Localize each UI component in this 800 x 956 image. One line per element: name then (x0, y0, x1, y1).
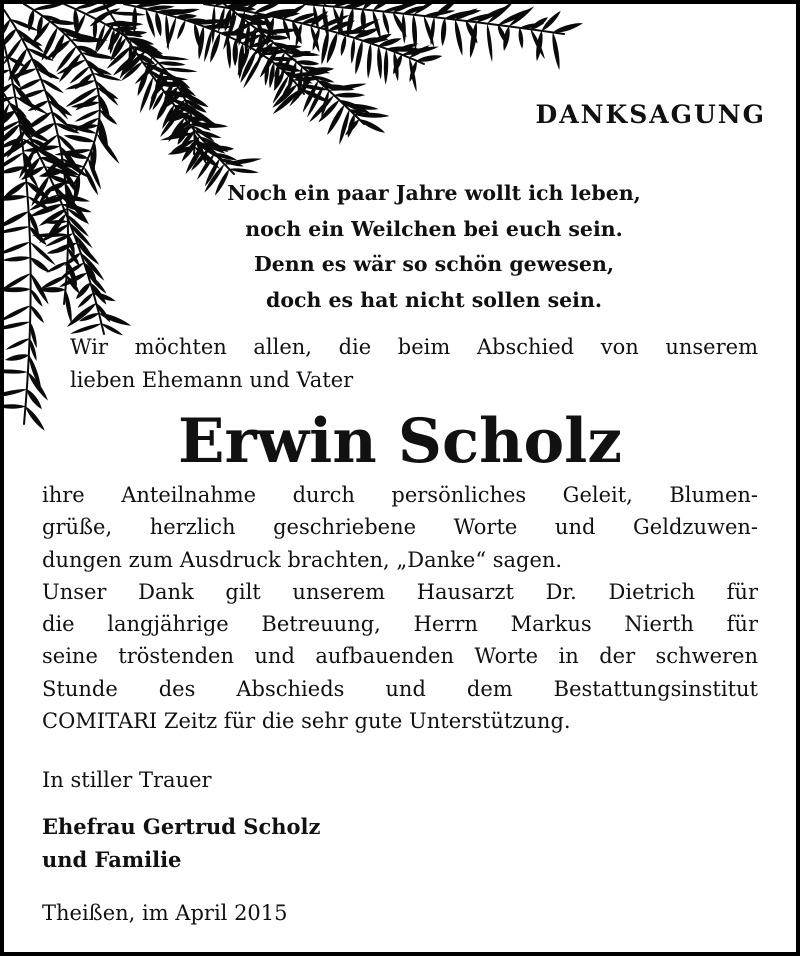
body-line: seine tröstenden und aufbauenden Worte in der schweren (42, 644, 758, 669)
body-line: ihre Anteilnahme durch persönliches Geleit, Blumen- (42, 483, 758, 507)
body-line: Stunde des Abschieds und dem Bestattungsinstitut (42, 676, 758, 701)
deceased-name: Erwin Scholz (178, 406, 622, 477)
poem-line: Noch ein paar Jahre wollt ich leben, (227, 181, 641, 205)
poem-line: Denn es wär so schön gewesen, (253, 252, 615, 276)
body-line: die langjährige Betreuung, Herrn Markus Nierth für (42, 612, 758, 637)
mourning-line: In stiller Trauer (42, 768, 212, 792)
signer-line: Ehefrau Gertrud Scholz (42, 814, 321, 839)
body-line: COMITARI Zeitz für die sehr gute Unterstützung. (42, 709, 571, 734)
intro-text (70, 331, 758, 396)
signer-line: und Familie (42, 847, 182, 872)
heading: DANKSAGUNG (535, 100, 766, 129)
intro-line: lieben Ehemann und Vater (70, 367, 354, 392)
body-line: Unser Dank gilt unserem Hausarzt Dr. Dietrich für (42, 579, 758, 604)
intro-line: Wir möchten allen, die beim Abschied von unserem (70, 335, 758, 359)
body-line: grüße, herzlich geschriebene Worte und Geldzuwen- (42, 515, 758, 540)
poem (184, 176, 684, 318)
signers (42, 810, 320, 876)
body-text (42, 479, 758, 737)
body-line: dungen zum Ausdruck brachten, „Danke“ sagen. (42, 547, 563, 572)
poem-line: noch ein Weilchen bei euch sein. (245, 216, 623, 241)
poem-line: doch es hat nicht sollen sein. (265, 287, 603, 312)
place-date: Theißen, im April 2015 (42, 901, 288, 925)
